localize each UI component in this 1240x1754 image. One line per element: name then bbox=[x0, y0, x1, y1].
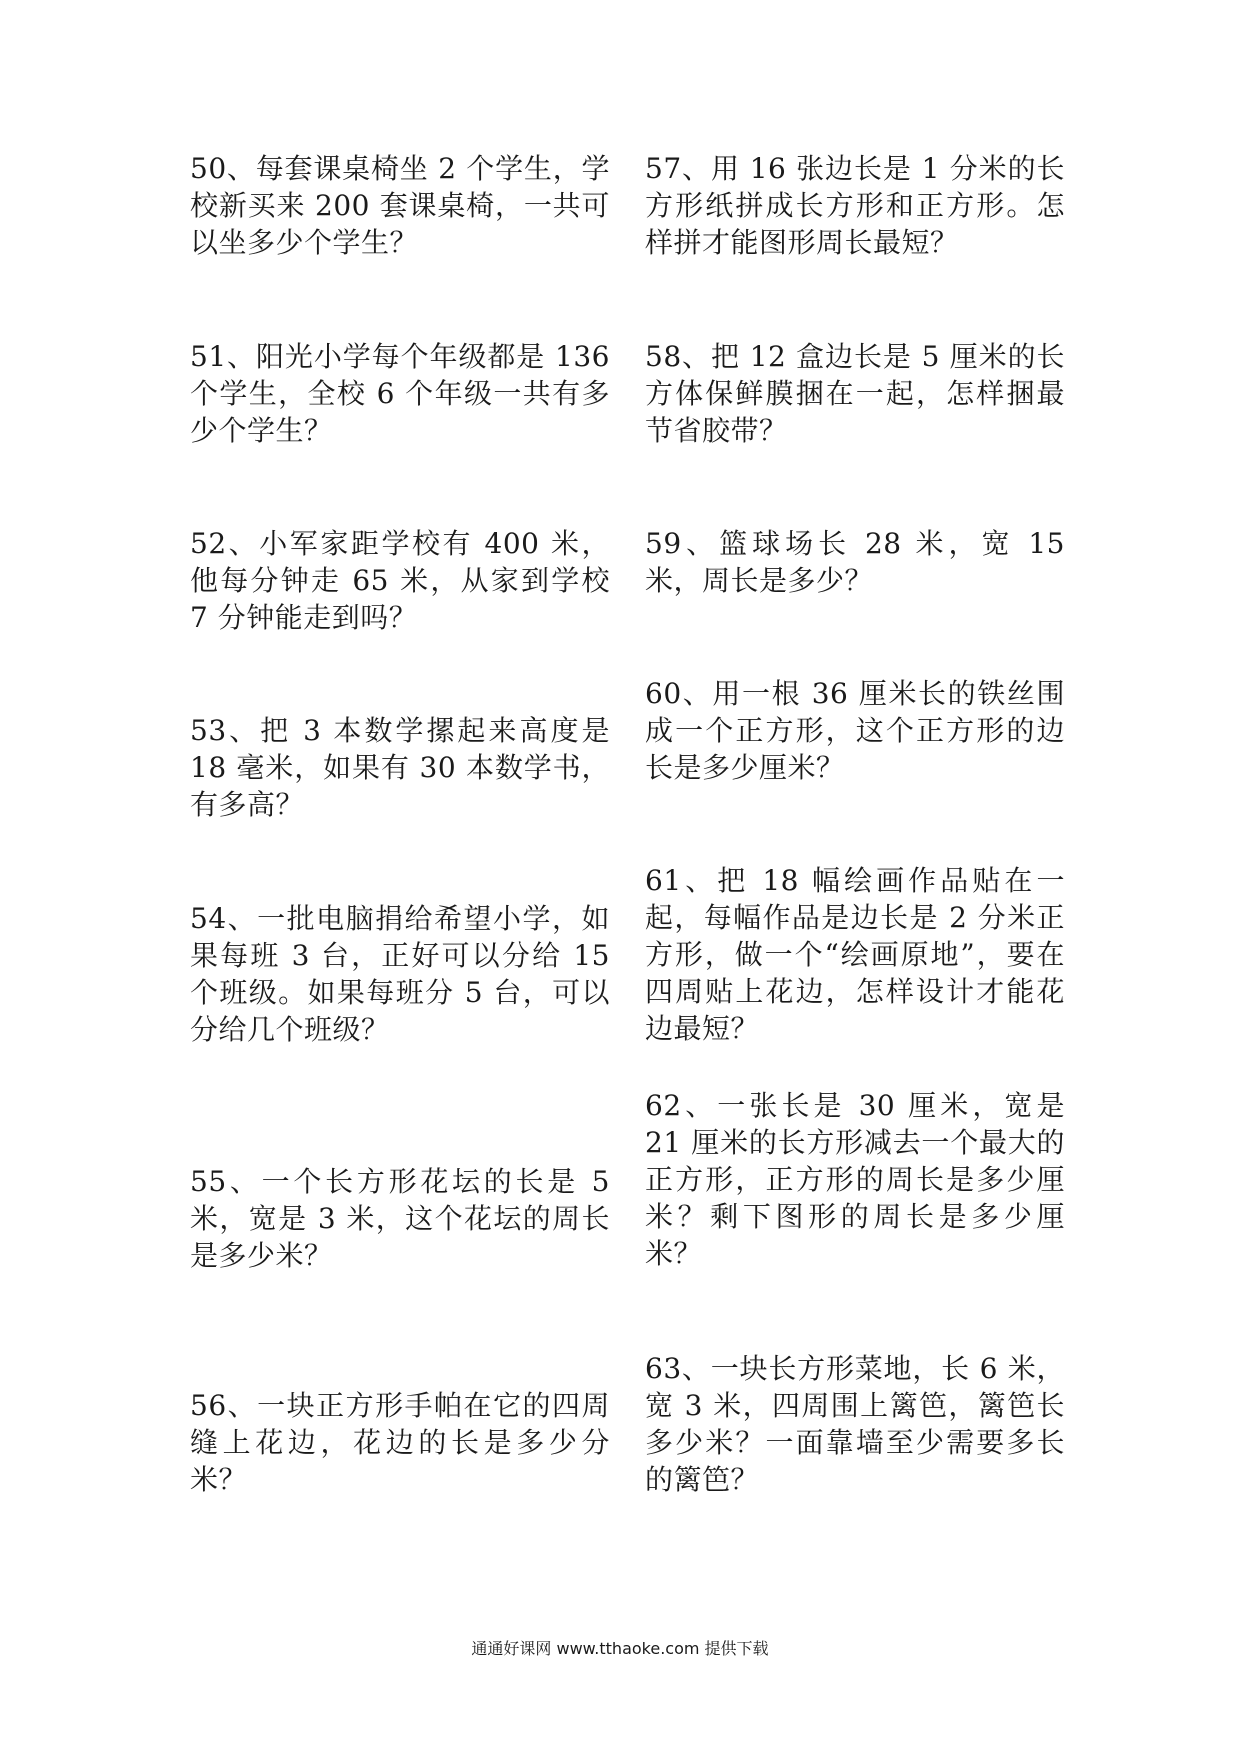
problem-58: 58、把 12 盒边长是 5 厘米的长方体保鲜膜捆在一起，怎样捆最节省胶带？ bbox=[645, 340, 1065, 447]
footer-source-note: 通通好课网 www.tthaoke.com 提供下载 bbox=[471, 1639, 769, 1658]
problem-62: 62、一张长是 30 厘米，宽是 21 厘米的长方形减去一个最大的正方形，正方形的周长是多少厘米？剩下图形的周长是多少厘米？ bbox=[645, 1089, 1065, 1270]
problem-53: 53、把 3 本数学摞起来高度是 18 毫米，如果有 30 本数学书，有多高？ bbox=[190, 714, 610, 821]
problem-61: 61、把 18 幅绘画作品贴在一起，每幅作品是边长是 2 分米正方形，做一个“绘画原地”，要在四周贴上花边，怎样设计才能花边最短？ bbox=[645, 864, 1065, 1045]
problem-52: 52、小军家距学校有 400 米，他每分钟走 65 米，从家到学校 7 分钟能走到吗？ bbox=[190, 527, 610, 634]
problem-50: 50、每套课桌椅坐 2 个学生，学校新买来 200 套课桌椅，一共可以坐多少个学生？ bbox=[190, 152, 610, 259]
problem-57: 57、用 16 张边长是 1 分米的长方形纸拼成长方形和正方形。怎样拼才能图形周长最短？ bbox=[645, 152, 1065, 259]
problem-60: 60、用一根 36 厘米长的铁丝围成一个正方形，这个正方形的边长是多少厘米？ bbox=[645, 677, 1065, 784]
problem-56: 56、一块正方形手帕在它的四周缝上花边，花边的长是多少分米？ bbox=[190, 1389, 610, 1496]
problem-54: 54、一批电脑捐给希望小学，如果每班 3 台，正好可以分给 15 个班级。如果每班分 5 台，可以分给几个班级？ bbox=[190, 902, 610, 1046]
problem-55: 55、一个长方形花坛的长是 5 米，宽是 3 米，这个花坛的周长是多少米？ bbox=[190, 1165, 610, 1272]
problem-51: 51、阳光小学每个年级都是 136 个学生，全校 6 个年级一共有多少个学生？ bbox=[190, 340, 610, 447]
problem-59: 59、篮球场长 28 米，宽 15 米，周长是多少？ bbox=[645, 527, 1065, 597]
problem-63: 63、一块长方形菜地，长 6 米，宽 3 米，四周围上篱笆，篱笆长多少米？一面靠墙至少需要多长的篱笆？ bbox=[645, 1352, 1065, 1496]
